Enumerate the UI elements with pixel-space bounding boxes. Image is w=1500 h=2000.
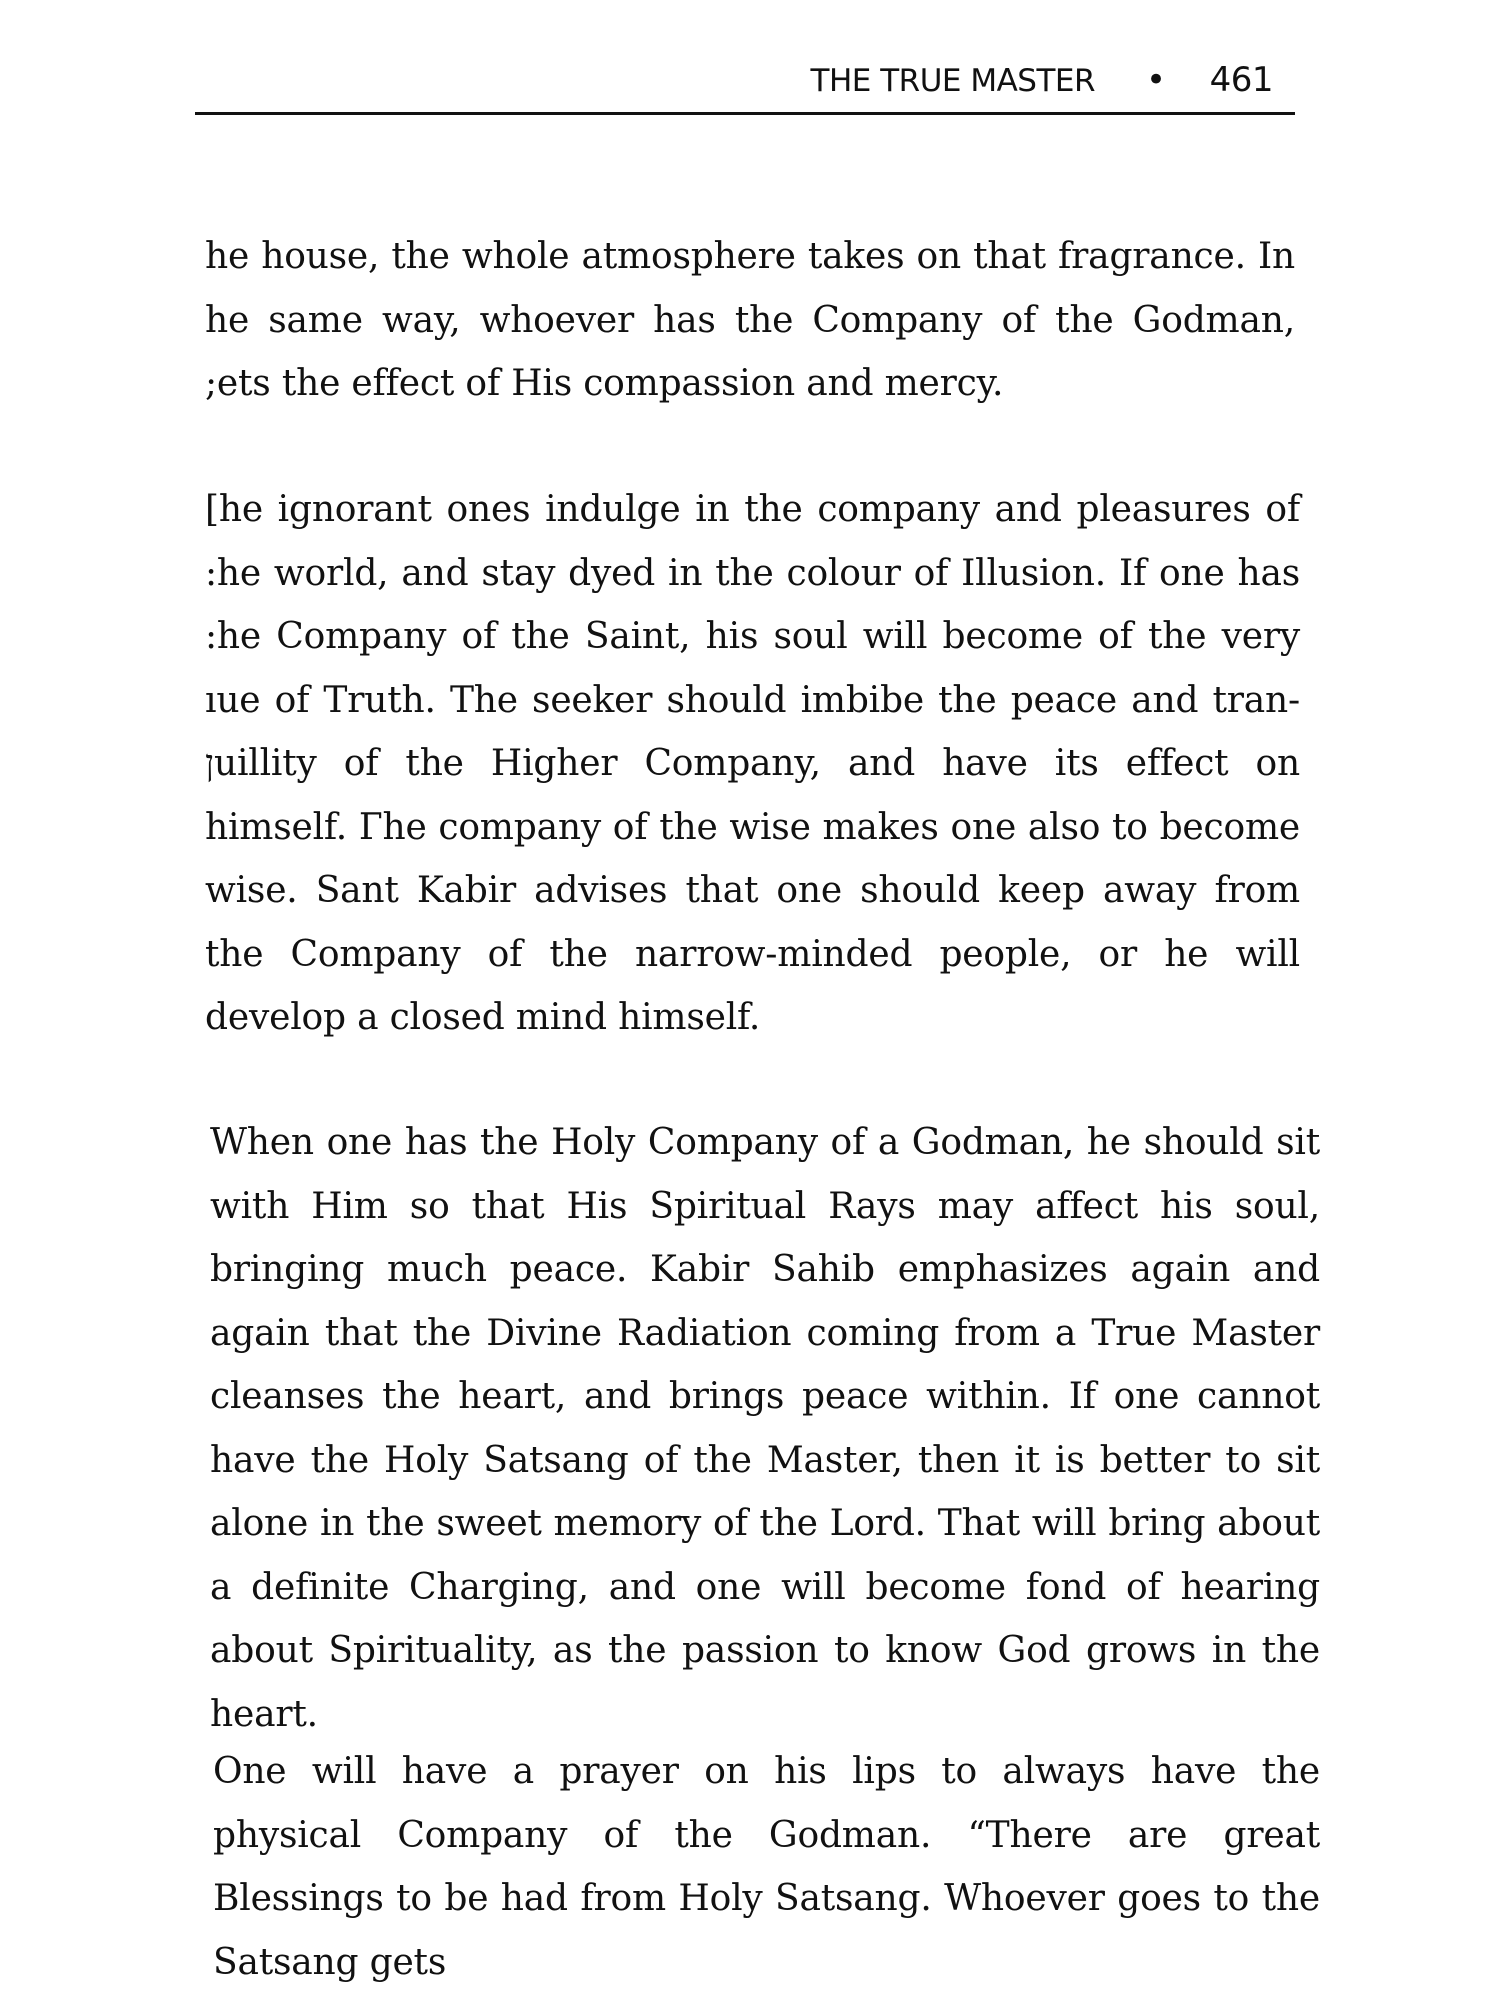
paragraph-1 xyxy=(205,225,1295,416)
paragraph-text: he house, the whole atmosphere takes on that fragrance. In he same way, whoever has the Company of the Godman, ;ets the effect of His compassion and mercy. xyxy=(205,236,1295,404)
paragraph-text: One will have a prayer on his lips to always have the physical Company of the Godman. “There are great Blessings to be had from Holy Satsang. Whoever goes to the Satsang gets xyxy=(213,1751,1320,1983)
paragraph-3 xyxy=(210,1111,1320,1746)
header-rule xyxy=(195,112,1295,115)
running-head xyxy=(195,60,1295,112)
paragraph-text: When one has the Holy Company of a Godman, he should sit with Him so that His Spiritual Rays may affect his soul, bringing much peace. Kabir Sahib emphasizes again and again that the Divine Radiation coming from a True Master cleanses the heart, and brings peace within. If one cannot have the Holy Satsang of the Master, then it is better to sit alone in the sweet memory of the Lord. That will bring about a definite Charging, and one will become fond of hearing about Spirituality, as the passion to know God grows in the heart. xyxy=(210,1122,1320,1735)
paragraph-text: [he ignorant ones indulge in the company and pleasures of :he world, and stay dyed in the colour of Illusion. If one has :he Company of the Saint, his soul will become of the very ıue of Truth. The seeker should imbibe the peace and tran- ןuillity of the Higher Company, and have its effect on himself. Гhe company of the wise makes one also to become wise. Sant Kabir advises that one should keep away from the Company of the narrow-minded people, or he will develop a closed mind himself. xyxy=(205,489,1300,1038)
paragraph-2 xyxy=(205,478,1300,1050)
paragraph-4 xyxy=(213,1740,1320,1994)
header-bullet: • xyxy=(1146,60,1166,100)
running-title: THE TRUE MASTER xyxy=(810,63,1096,99)
page-number: 461 xyxy=(1209,60,1273,100)
